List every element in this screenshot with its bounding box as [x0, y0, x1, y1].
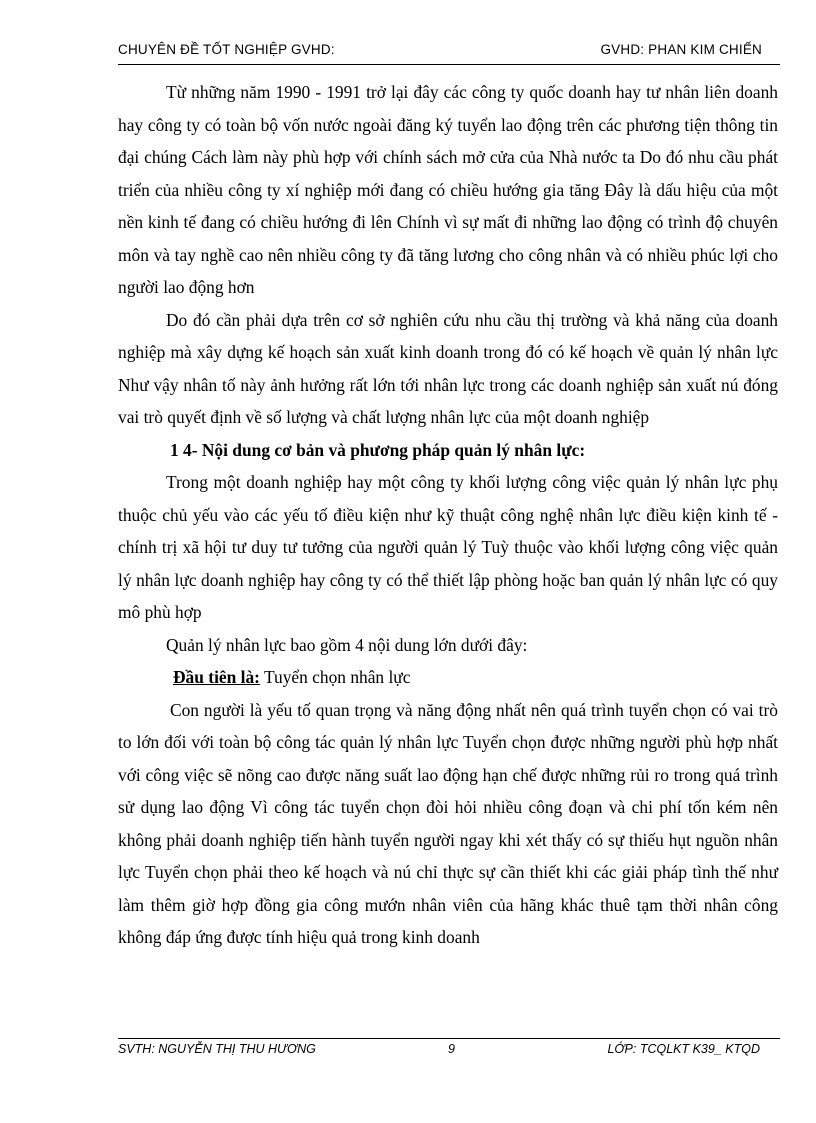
paragraph-1: Từ những năm 1990 - 1991 trở lại đây các công ty quốc doanh hay tư nhân liên doanh hay công ty có toàn bộ vốn nước ngoài đăng ký tuyển lao động trên các phương tiện thông tin đại chúng Cách làm này phù hợp với chính sách mở cửa của Nhà nước ta Do đó nhu cầu phát triển của nhiều công ty xí nghiệp mới đang có chiều hướng gia tăng Đây là dấu hiệu của một nền kinh tế đang có chiều hướng đi lên Chính vì sự mất đi những lao động có trình độ chuyên môn và tay nghề cao nên nhiều công ty đã tăng lương cho công nhân và có nhiều phúc lợi cho người lao động hơn [118, 82, 778, 297]
first-item-line [118, 661, 778, 694]
paragraph-4: Quản lý nhân lực bao gồm 4 nội dung lớn dưới đây: [166, 634, 528, 655]
paragraph-6: Con người là yếu tố quan trọng và năng động nhất nên quá trình tuyển chọn có vai trò to lớn đối với toàn bộ công tác quản lý nhân lực Tuyển chọn được những người phù hợp nhất với công việc sẽ nõng cao được năng suất lao động hạn chế được những rủi ro trong quá trình sử dụng lao động Vì công tác tuyển chọn đòi hỏi nhiều công đoạn và chi phí tốn kém nên không phải doanh nghiệp tiến hành tuyển người ngay khi xét thấy có sự thiếu hụt nguồn nhân lực Tuyển chọn phải theo kế hoạch và nú chỉ thực sự cần thiết khi các giải pháp tình thế như làm thêm giờ hợp đồng gia công mướn nhân viên của hãng khác thuê tạm thời nhân công không đáp ứng được tính hiệu quả trong kinh doanh [118, 699, 778, 947]
paragraph-3: Trong một doanh nghiệp hay một công ty khối lượng công việc quản lý nhân lực phụ thuộc chủ yếu vào các yếu tố điều kiện như kỹ thuật công nghệ nhân lực điều kiện kinh tế - chính trị xã hội tư duy tư tưởng của người quản lý Tuỳ thuộc vào khối lượng công việc quản lý nhân lực doanh nghiệp hay công ty có thể thiết lập phòng hoặc ban quản lý nhân lực có quy mô phù hợp [118, 472, 778, 622]
first-item-label: Đầu tiên là: [173, 667, 260, 687]
first-item-text: Tuyển chọn nhân lực [259, 667, 411, 687]
paragraph-2: Do đó cần phải dựa trên cơ sở nghiên cứu nhu cầu thị trường và khả năng của doanh nghiệp mà xây dựng kế hoạch sản xuất kinh doanh trong đó có kế hoạch về quản lý nhân lực Như vậy nhân tố này ảnh hưởng rất lớn tới nhân lực trong các doanh nghiệp sản xuất nú đóng vai trò quyết định về số lượng và chất lượng nhân lực của một doanh nghiệp [118, 309, 778, 427]
footer-student-name: SVTH: NGUYỄN THỊ THU HƯƠNG [118, 1042, 316, 1056]
document-body [118, 76, 778, 954]
page-footer [118, 1038, 780, 1061]
section-heading: 1 4- Nội dung cơ bản và phương pháp quản lý nhân lực: [170, 439, 586, 460]
page-number: 9 [448, 1042, 455, 1056]
header-left-text: CHUYÊN ĐỀ TỐT NGHIỆP GVHD: [118, 42, 335, 57]
footer-class: LỚP: TCQLKT K39_ KTQD [607, 1042, 760, 1056]
header-right-text: GVHD: PHAN KIM CHIẾN [600, 42, 762, 57]
page-header [118, 40, 780, 65]
